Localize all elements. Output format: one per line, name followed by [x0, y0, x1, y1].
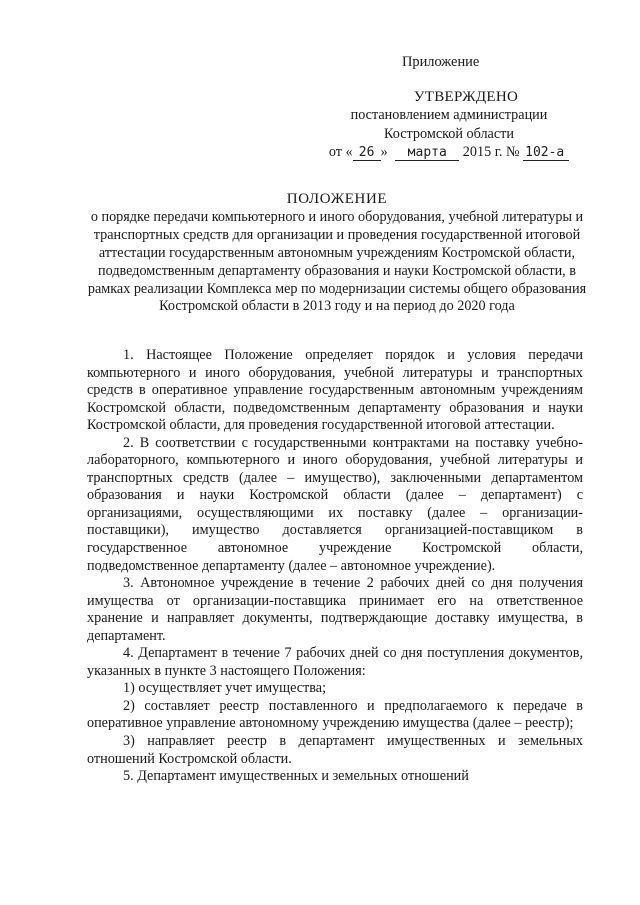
date-month: марта: [395, 145, 459, 161]
date-close: »: [380, 144, 388, 161]
paragraph-4-item-3: 3) направляет реестр в департамент имущественных и земельных отношений Костромской области.: [87, 733, 583, 767]
decree-line-1: постановлением администрации: [350, 107, 548, 124]
paragraph-1: 1. Настоящее Положение определяет порядок и условия передачи компьютерного и иного оборудования, учебной литературы и транспортных средств в оперативное управление государственным автономным учреждениям Костромской области, подведомственным департаменту образования и науки Костромской области, для проведения государственной итоговой аттестации.: [87, 347, 583, 434]
document-body: [87, 347, 583, 786]
date-prefix: от «: [328, 144, 353, 161]
paragraph-3: 3. Автономное учреждение в течение 2 рабочих дней со дня получения имущества от организации-поставщика принимает его на ответственное хранение и направляет документы, подтверждающие доставку имущества, в департамент.: [87, 575, 583, 644]
appendix-label: Приложение: [402, 54, 480, 70]
decree-number: 102-а: [523, 145, 569, 161]
approval-block: [318, 88, 580, 162]
approved-heading: УТВЕРЖДЕНО: [413, 89, 519, 105]
decree-date-line: [318, 143, 580, 161]
document-title: ПОЛОЖЕНИЕ: [286, 191, 388, 207]
date-day: 26: [353, 145, 381, 161]
paragraph-5: 5. Департамент имущественных и земельных отношений: [123, 768, 469, 785]
paragraph-4: 4. Департамент в течение 7 рабочих дней со дня поступления документов, указанных в пункте 3 настоящего Положения:: [87, 645, 583, 679]
decree-line-2: Костромской области: [384, 125, 514, 142]
date-year: 2015 г. №: [462, 144, 520, 161]
title-block: [86, 191, 588, 316]
document-subtitle: о порядке передачи компьютерного и иного оборудования, учебной литературы и транспортных средств для организации и проведения государственной итоговой аттестации государственным автономным учреждениям Костромской области, подведомственным департаменту образования и науки Костромской области, в рамках реализации Комплекса мер по модернизации системы общего образования Костромской области в 2013 году и на период до 2020 года: [87, 208, 587, 315]
paragraph-4-item-1: 1) осуществляет учет имущества;: [123, 680, 327, 697]
paragraph-4-item-2: 2) составляет реестр поставленного и предполагаемого к передаче в оперативное управление автономному учреждению имущества (далее – реестр);: [87, 697, 583, 732]
paragraph-2: 2. В соответствии с государственными контрактами на поставку учебно-лабораторного, компьютерного и иного оборудования, учебной литературы и транспортных средств (далее – имущество), заключенными департаментом образования и науки Костромской области (далее – департамент) с организациями, осуществляющими их поставку (далее – организации-поставщики), имущество доставляется организацией-поставщиком в государственное автономное учреждение Костромской области, подведомственное департаменту (далее – автономное учреждение).: [87, 434, 583, 574]
